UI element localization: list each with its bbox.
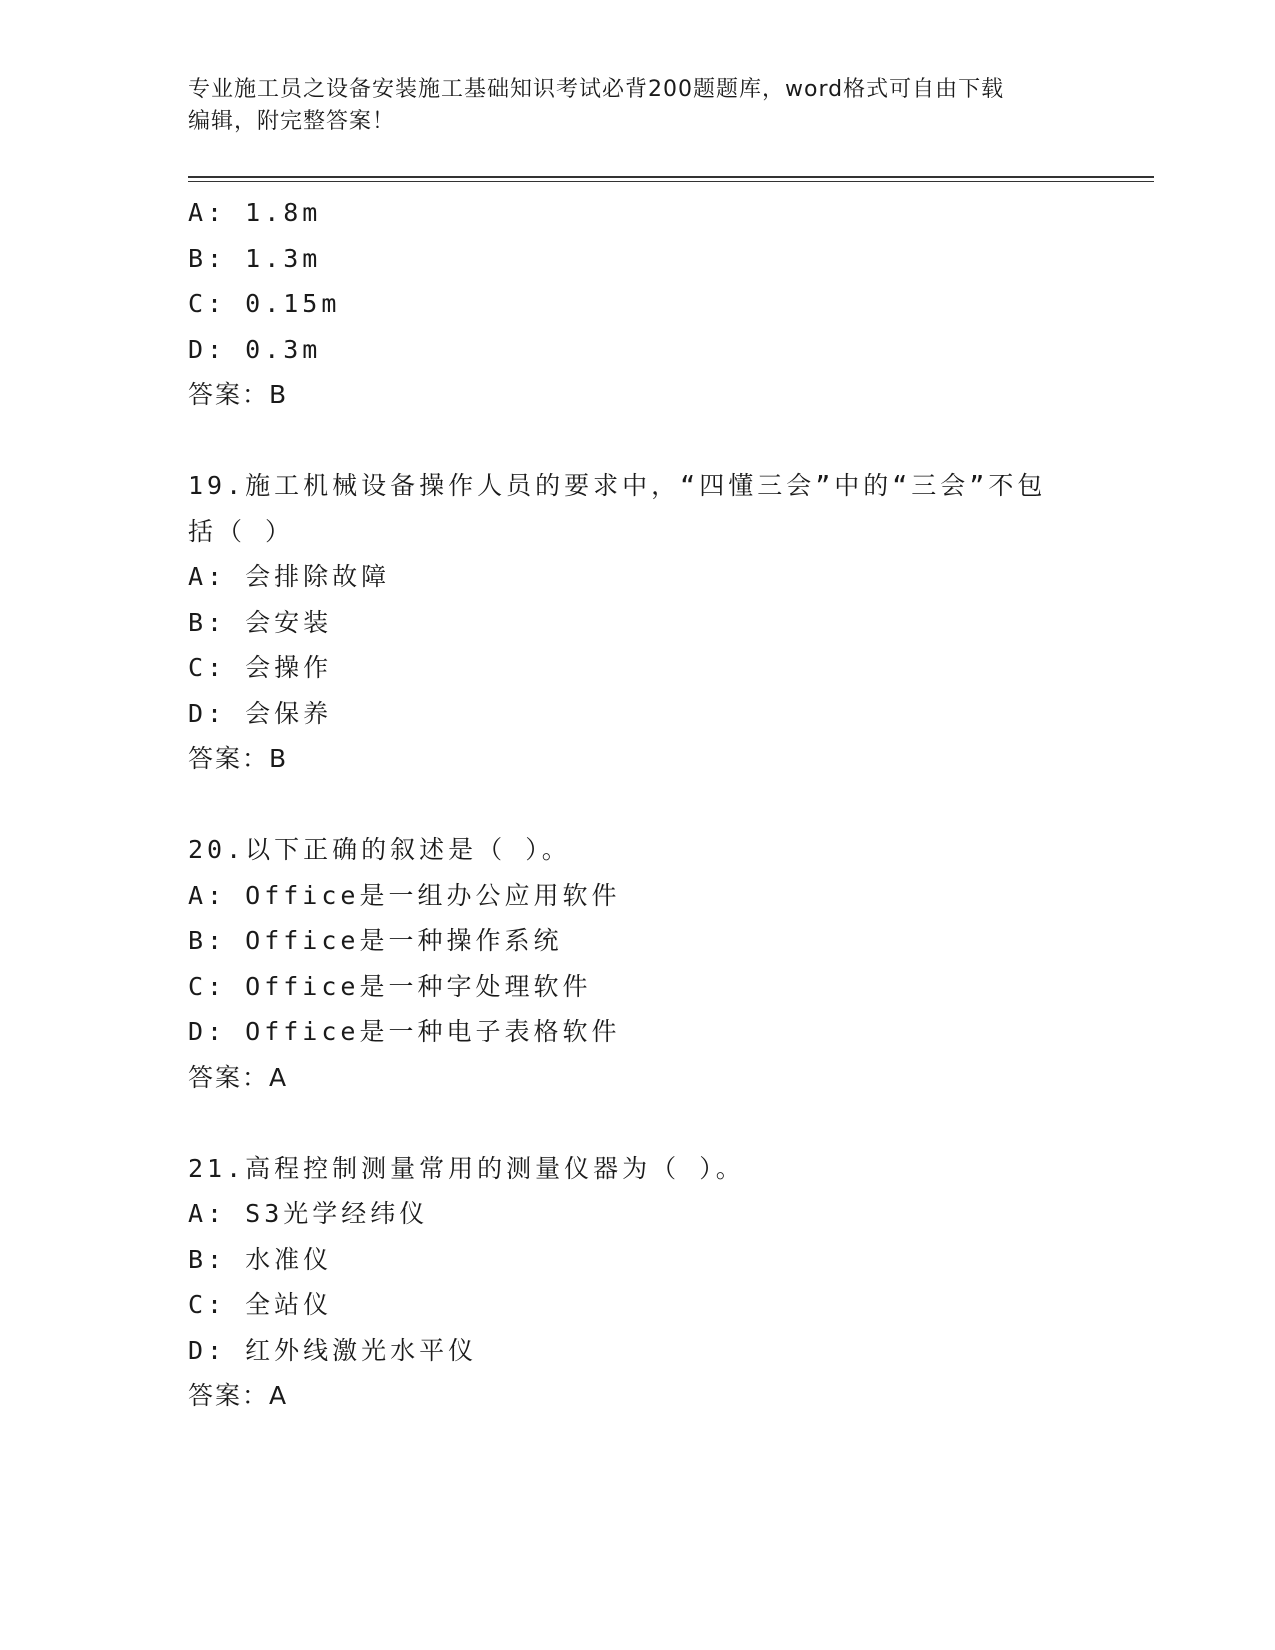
option-a: A: Office是一组办公应用软件 [188, 880, 621, 910]
option-a: A: S3光学经纬仪 [188, 1199, 429, 1228]
option-a: A: 会排除故障 [188, 562, 391, 591]
spacer [188, 1100, 1148, 1146]
spacer [188, 782, 1148, 828]
answer-label: 答案：B [188, 380, 289, 409]
option-d: D: 红外线激光水平仪 [188, 1335, 478, 1365]
question-stem: 20.以下正确的叙述是（ ）。 [188, 835, 571, 864]
answer-label: 答案：A [188, 1062, 289, 1092]
header-divider-thin [188, 181, 1154, 182]
option-a: A: 1.8m [188, 198, 322, 227]
header-divider-thick [188, 176, 1154, 178]
option-c: C: 会操作 [188, 653, 333, 682]
question-list [188, 190, 1148, 1419]
header-line-2: 编辑，附完整答案！ [188, 109, 396, 134]
header-line-1: 专业施工员之设备安装施工基础知识考试必背200题题库，word格式可自由下载 [188, 77, 1005, 102]
question-20 [188, 827, 1148, 1100]
option-d: D: 会保养 [188, 698, 333, 728]
option-d: D: Office是一种电子表格软件 [188, 1017, 621, 1046]
document-header [188, 74, 1088, 138]
answer-label: 答案：A [188, 1381, 289, 1410]
question-stem: 19.施工机械设备操作人员的要求中，“四懂三会”中的“三会”不包 [188, 471, 1047, 500]
question-18-tail [188, 190, 1148, 418]
spacer [188, 418, 1148, 464]
question-stem: 21.高程控制测量常用的测量仪器为（ ）。 [188, 1153, 745, 1183]
option-c: C: 全站仪 [188, 1290, 333, 1319]
option-b: B: 1.3m [188, 243, 322, 273]
option-b: B: 水准仪 [188, 1244, 333, 1274]
answer-label: 答案：B [188, 744, 289, 773]
option-d: D: 0.3m [188, 334, 322, 364]
option-b: B: 会安装 [188, 607, 333, 637]
option-b: B: Office是一种操作系统 [188, 926, 563, 955]
question-stem-continued: 括（ ） [188, 516, 295, 546]
option-c: C: 0.15m [188, 289, 341, 318]
option-c: C: Office是一种字处理软件 [188, 971, 592, 1001]
question-21 [188, 1146, 1148, 1419]
question-19 [188, 463, 1148, 782]
